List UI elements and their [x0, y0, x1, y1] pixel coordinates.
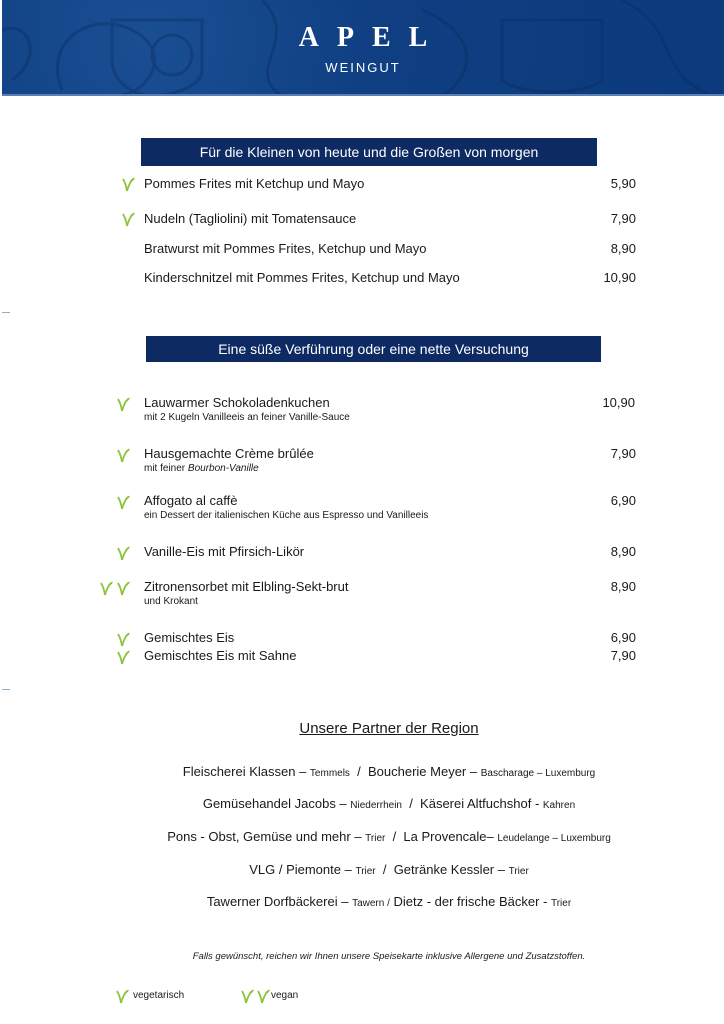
partner-name: Fleischerei Klassen –: [182, 764, 310, 779]
partner-name: / Getränke Kessler –: [375, 862, 509, 877]
partner-line: [0, 796, 724, 811]
vegetarian-leaf-icon: [121, 176, 135, 192]
partners-title: Unsere Partner der Region: [299, 720, 479, 737]
partner-name: Gemüsehandel Jacobs –: [202, 796, 351, 811]
menu-item-description: ein Dessert der italienischen Küche aus Espresso und Vanilleeis: [144, 510, 429, 521]
menu-item-name: Nudeln (Tagliolini) mit Tomatensauce: [144, 211, 357, 226]
partner-location: Trier: [355, 866, 376, 877]
partner-location: Leudelange – Luxemburg: [497, 833, 611, 844]
menu-item-name: Pommes Frites mit Ketchup und Mayo: [144, 176, 365, 191]
menu-item-price: 10,90: [603, 270, 636, 285]
partner-name: / La Provencale–: [385, 829, 498, 844]
menu-item-price: 8,90: [610, 544, 636, 559]
vegetarian-leaf-icon: [116, 631, 130, 647]
partner-location: Trier: [550, 898, 572, 909]
partner-line: [0, 862, 724, 877]
partner-name: Dietz - der frische Bäcker -: [389, 894, 551, 909]
legend-vegan: vegan: [271, 990, 299, 1001]
vegetarian-leaf-icon: [116, 649, 130, 665]
menu-item-name: Lauwarmer Schokoladenkuchen: [144, 395, 330, 410]
menu-item-description: und Krokant: [144, 596, 198, 607]
partner-location: Niederrhein: [350, 800, 402, 811]
description-italic: Bourbon-Vanille: [187, 463, 259, 474]
vegetarian-leaf-icon: [116, 396, 130, 412]
menu-item-name: Zitronensorbet mit Elbling-Sekt-brut: [144, 579, 349, 594]
brand-subtitle: WEINGUT: [325, 60, 401, 75]
header-banner: [2, 0, 724, 96]
menu-item-price: 5,90: [610, 176, 636, 191]
brand-logo: APEL: [298, 22, 446, 53]
menu-item-description: mit feiner Bourbon-Vanille: [144, 463, 259, 474]
vegetarian-leaf-icon: [116, 545, 130, 561]
partner-line: [0, 894, 724, 909]
menu-item-price: 7,90: [610, 446, 636, 461]
vegetarian-leaf-icon: [240, 988, 254, 1004]
menu-item-name: Hausgemachte Crème brûlée: [144, 446, 314, 461]
partner-name: / Käserei Altfuchshof -: [401, 796, 543, 811]
partner-location: Temmels: [309, 768, 350, 779]
partner-line: [0, 829, 724, 844]
vegetarian-leaf-icon: [99, 580, 113, 596]
partner-line: [0, 764, 724, 779]
menu-item-name: Vanille-Eis mit Pfirsich-Likör: [144, 544, 305, 559]
partner-name: VLG / Piemonte –: [249, 862, 356, 877]
section-title-kids: Für die Kleinen von heute und die Großen von morgen: [141, 138, 597, 166]
partner-name: / Boucherie Meyer –: [349, 764, 481, 779]
menu-item-price: 6,90: [610, 493, 636, 508]
partner-name: Pons - Obst, Gemüse und mehr –: [167, 829, 366, 844]
partner-location: Bascharage – Luxemburg: [480, 768, 596, 779]
section-title-desserts: Eine süße Verführung oder eine nette Versuchung: [146, 336, 601, 362]
menu-item-price: 7,90: [610, 648, 636, 663]
margin-mark: [2, 312, 10, 313]
legend-vegetarian: vegetarisch: [133, 990, 185, 1001]
menu-item-price: 8,90: [610, 579, 636, 594]
allergen-note: Falls gewünscht, reichen wir Ihnen unsere Speisekarte inklusive Allergene und Zusatzstoffen.: [192, 951, 586, 962]
menu-item-price: 10,90: [602, 395, 635, 410]
margin-mark: [2, 689, 10, 690]
partner-name: Tawerner Dorfbäckerei –: [206, 894, 353, 909]
vegetarian-leaf-icon: [256, 988, 270, 1004]
partner-location: Trier: [365, 833, 386, 844]
partner-location: Trier: [508, 866, 529, 877]
partner-location: Tawern /: [352, 898, 390, 909]
menu-item-price: 8,90: [610, 241, 636, 256]
vegetarian-leaf-icon: [116, 494, 130, 510]
vegetarian-leaf-icon: [116, 447, 130, 463]
menu-item-name: Affogato al caffè: [144, 493, 238, 508]
vegetarian-leaf-icon: [116, 580, 130, 596]
menu-item-name: Gemischtes Eis mit Sahne: [144, 648, 297, 663]
vegetarian-leaf-icon: [115, 988, 129, 1004]
menu-item-price: 7,90: [610, 211, 636, 226]
menu-item-name: Kinderschnitzel mit Pommes Frites, Ketchup und Mayo: [144, 270, 460, 285]
vegetarian-leaf-icon: [121, 211, 135, 227]
menu-item-description: mit 2 Kugeln Vanilleeis an feiner Vanille-Sauce: [144, 412, 350, 423]
menu-item-name: Gemischtes Eis: [144, 630, 235, 645]
menu-item-name: Bratwurst mit Pommes Frites, Ketchup und Mayo: [144, 241, 427, 256]
partner-location: Kahren: [542, 800, 576, 811]
menu-item-price: 6,90: [610, 630, 636, 645]
